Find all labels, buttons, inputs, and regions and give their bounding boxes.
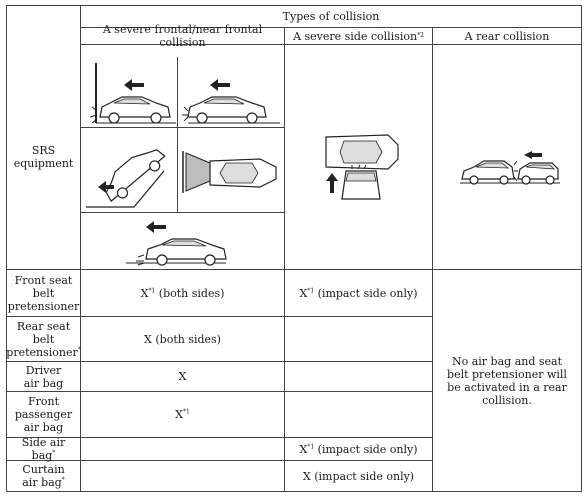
frontal-pole-impact-illustration — [180, 57, 282, 125]
frontal-value-front-seat-belt: $X^{*1}$ (both sides) — [140, 286, 225, 300]
rear-collision-note: No air bag and seat belt pretensioner will be activated in a rear collision. — [447, 354, 567, 407]
frontal-value-rear-seat-belt: X (both sides) — [144, 332, 221, 346]
row-label-rear-seat-belt-pretensioner: Rear seat belt pretensioner* — [6, 319, 81, 359]
srs-equipment-label: SRS equipment — [13, 144, 74, 170]
frontal-offset-impact-illustration — [180, 131, 282, 209]
side-value-front-seat-belt: $X^{*1}$ (impact side only) — [299, 286, 418, 300]
col-header-frontal: A severe frontal/near frontal collision — [102, 23, 263, 49]
row-label-side-air-bag: Side air bag* — [21, 436, 66, 462]
frontal-wall-impact-illustration — [84, 57, 176, 125]
row-label-curtain-air-bag: Curtain air bag* — [22, 463, 65, 489]
side-value-curtain-air-bag: X (impact side only) — [302, 469, 415, 483]
frontal-value-driver-air-bag: X — [178, 370, 187, 383]
side-value-side-air-bag: $X^{*1}$ (impact side only) — [299, 442, 418, 456]
row-label-front-seat-belt-pretensioner: Front seat belt pretensioner — [7, 273, 80, 313]
frontal-value-passenger-air-bag: $X^{*1}$ — [175, 408, 190, 421]
srs-collision-table — [6, 5, 582, 492]
col-header-side: A severe side collision *2 — [293, 29, 424, 43]
row-label-front-passenger-air-bag: Front passenger air bag — [14, 395, 73, 434]
frontal-angled-impact-illustration — [116, 217, 256, 267]
frontal-ramp-impact-illustration — [84, 131, 176, 209]
row-label-driver-air-bag: Driver air bag — [23, 363, 64, 390]
side-impact-illustration — [318, 127, 402, 203]
types-of-collision-header: Types of collision — [282, 10, 380, 23]
col-header-rear: A rear collision — [464, 29, 550, 43]
rear-impact-illustration — [460, 143, 560, 189]
